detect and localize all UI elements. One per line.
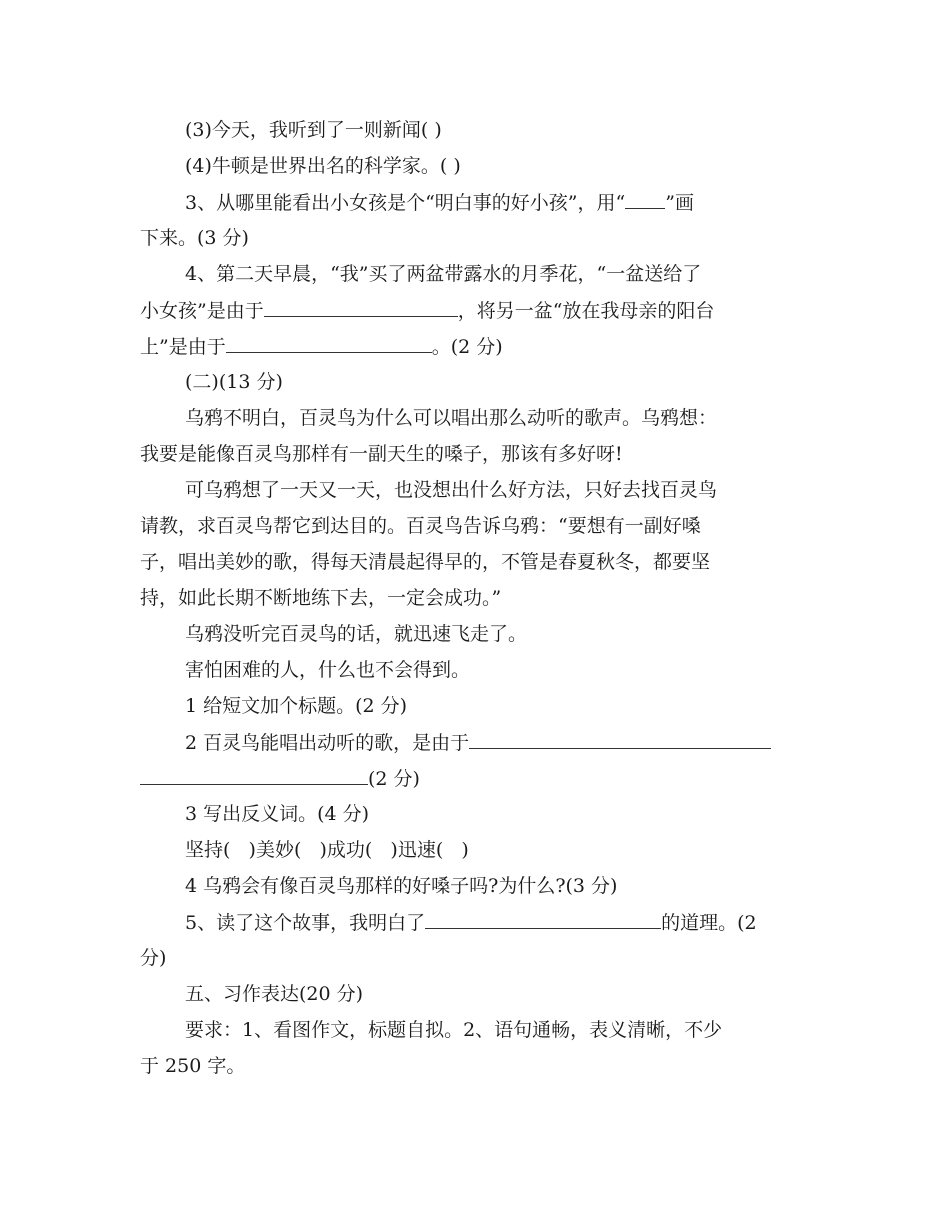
passage-line: 可乌鸦想了一天又一天，也没想出什么好方法，只好去找百灵鸟 xyxy=(185,479,718,501)
question-line: 1 给短文加个标题。(2 分) xyxy=(185,695,408,717)
section-heading: 五、习作表达(20 分) xyxy=(185,983,364,1005)
answer-blank[interactable] xyxy=(469,730,771,749)
answer-blank[interactable] xyxy=(226,334,432,353)
answer-blank[interactable] xyxy=(625,190,665,209)
passage-line: 乌鸦没听完百灵鸟的话，就迅速飞走了。 xyxy=(185,623,528,645)
passage-line: 子，唱出美妙的歌，得每天清晨起得早的，不管是春夏秋冬，都要坚 xyxy=(140,551,711,573)
question-line: 于 250 字。 xyxy=(140,1055,246,1077)
answer-blank[interactable] xyxy=(425,910,661,929)
answer-blank[interactable] xyxy=(140,766,368,785)
question-line: (3)今天，我听到了一则新闻( ) xyxy=(185,119,442,141)
question-line: 5、读了这个故事，我明白了 的道理。(2 xyxy=(185,912,757,934)
question-line: (2 分) xyxy=(140,766,420,790)
question-line: 分) xyxy=(140,947,167,969)
passage-line: 持，如此长期不断地练下去，一定会成功。” xyxy=(140,587,502,609)
question-line: (4)牛顿是世界出名的科学家。( ) xyxy=(185,155,461,177)
question-line: 4、第二天早晨，“我”买了两盆带露水的月季花，“一盆送给了 xyxy=(185,263,702,285)
passage-line: 我要是能像百灵鸟那样有一副天生的嗓子，那该有多好呀! xyxy=(140,443,623,465)
question-line: 下来。(3 分) xyxy=(140,227,249,249)
question-line: 要求：1、看图作文，标题自拟。2、语句通畅，表义清晰，不少 xyxy=(185,1019,723,1041)
question-line: 小女孩”是由于 ，将另一盆“放在我母亲的阳台 xyxy=(140,300,715,322)
answer-blank[interactable] xyxy=(264,298,458,317)
question-line: 坚持( )美妙( )成功( )迅速( ) xyxy=(185,839,469,861)
passage-line: 乌鸦不明白，百灵鸟为什么可以唱出那么动听的歌声。乌鸦想： xyxy=(185,407,718,429)
question-line: 4 乌鸦会有像百灵鸟那样的好嗓子吗?为什么?(3 分) xyxy=(185,875,618,897)
section-heading: (二)(13 分) xyxy=(185,371,283,393)
question-line: 2 百灵鸟能唱出动听的歌，是由于 xyxy=(185,730,771,754)
question-line: 3、从哪里能看出小女孩是个“明白事的好小孩”，用“ ”画 xyxy=(185,192,694,214)
passage-line: 请教，求百灵鸟帮它到达目的。百灵鸟告诉乌鸦：“要想有一副好嗓 xyxy=(140,515,701,537)
question-line: 3 写出反义词。(4 分) xyxy=(185,803,370,825)
question-line: 上”是由于 。(2 分) xyxy=(140,336,503,358)
passage-line: 害怕困难的人，什么也不会得到。 xyxy=(185,659,471,681)
